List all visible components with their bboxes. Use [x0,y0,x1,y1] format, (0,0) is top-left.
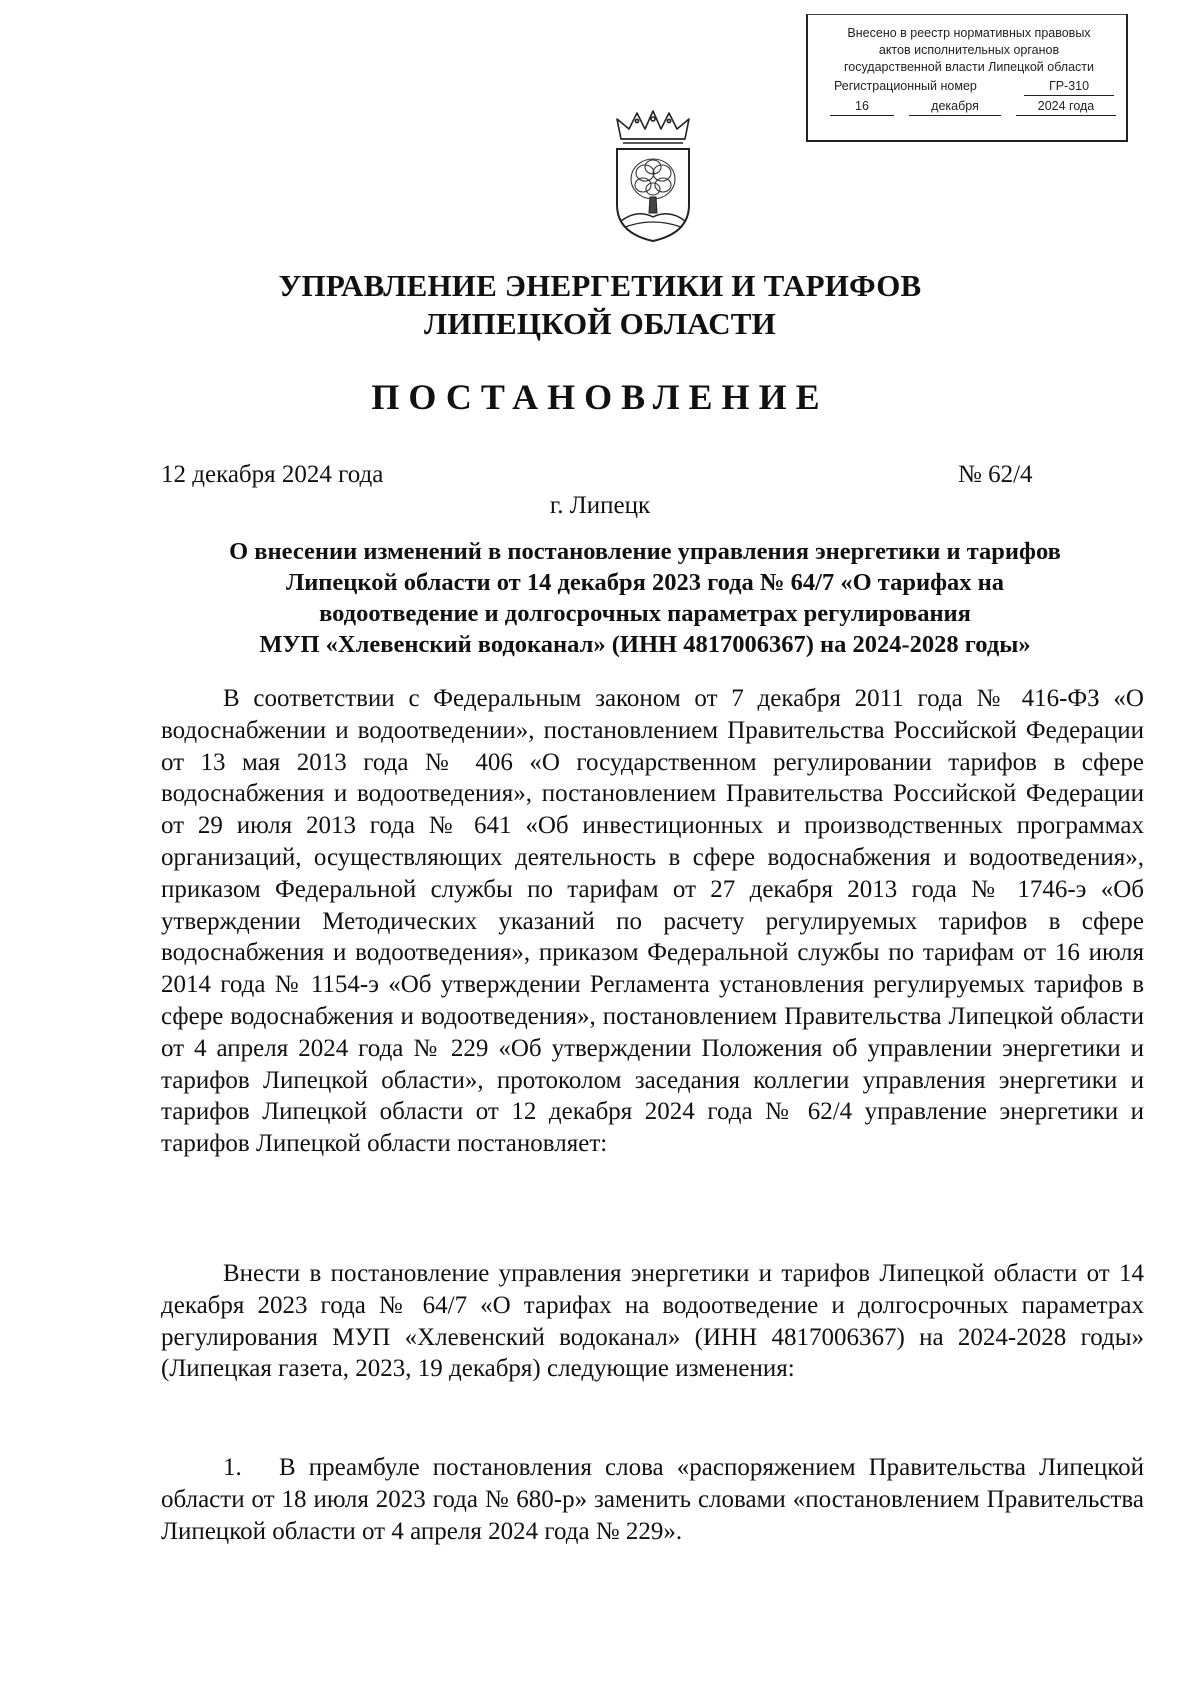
item-number: 1. [223,1454,242,1481]
stamp-date-month: декабря [909,98,1001,116]
heading-line-3: водоотведение и долгосрочных параметрах регулирования [319,600,971,627]
lipetsk-coat-of-arms-icon [607,109,699,245]
stamp-reg-number: ГР-310 [1024,78,1114,96]
stamp-registration-row [820,78,1118,96]
stamp-line-2: актов исполнительных органов [878,43,1060,57]
document-heading [150,536,1140,660]
item-text: В преамбуле постановления слова «распоряжением Правительства Липецкой области от 18 июля 2023 года № 680-р» заменить словами «постановлением Правительства Липецкой области от 4 апреля 2024 года № 229». [161,1454,1144,1545]
organization-name-line-1: УПРАВЛЕНИЕ ЭНЕРГЕТИКИ И ТАРИФОВ [278,268,922,303]
document-type: ПОСТАНОВЛЕНИЕ [371,377,829,417]
heading-line-2: Липецкой области от 14 декабря 2023 года № 64/7 «О тарифах на [285,569,1005,596]
stamp-date-day: 16 [830,98,894,116]
organization-name-line-2: ЛИПЕЦКОЙ ОБЛАСТИ [424,306,776,341]
preamble-paragraph: В соответствии с Федеральным законом от 7 декабря 2011 года № 416-ФЗ «О водоснабжении и водоотведении», постановлением Правительства Российской Федерации от 13 мая 2013 года № 406 «О государственном регулировании тарифов в сфере водоснабжения и водоотведения», постановлением Правительства Российской Федерации от 29 июля 2013 года № 641 «Об инвестиционных и производственных программах организаций, осуществляющих деятельность в сфере водоснабжения и водоотведения», приказом Федеральной службы по тарифам от 27 декабря 2013 года № 1746-э «Об утверждении Методических указаний по расчету регулируемых тарифов в сфере водоснабжения и водоотведения», приказом Федеральной службы по тарифам от 16 июля 2014 года № 1154-э «Об утверждении Регламента установления регулируемых тарифов в сфере водоснабжения и водоотведения», постановлением Правительства Липецкой области от 4 апреля 2024 года № 229 «Об утверждении Положения об управлении энергетики и тарифов Липецкой области», протоколом заседания коллегии управления энергетики и тарифов Липецкой области от 12 декабря 2024 года № 62/4 управление энергетики и тарифов Липецкой области постановляет: [161,685,1144,1158]
stamp-date-year: 2024 года [1016,98,1116,116]
heading-line-4: МУП «Хлевенский водоканал» (ИНН 4817006367) на 2024-2028 годы» [259,631,1031,658]
stamp-reg-label: Регистрационный номер [834,79,977,93]
stamp-date-row [820,98,1118,116]
amendment-intro-paragraph: Внести в постановление управления энергетики и тарифов Липецкой области от 14 декабря 2023 года № 64/7 «О тарифах на водоотведение и долгосрочных параметрах регулирования МУП «Хлевенский водоканал» (ИНН 4817006367) на 2024-2028 годы» (Липецкая газета, 2023, 19 декабря) следующие изменения: [161,1260,1144,1383]
document-city: г. Липецк [549,492,651,519]
stamp-line-3: государственной власти Липецкой области [843,60,1095,74]
document-number: № 62/4 [958,461,1033,488]
amendment-item-1 [161,1452,1144,1547]
document-date: 12 декабря 2024 года [161,461,384,488]
stamp-line-1: Внесено в реестр нормативных правовых [847,26,1091,40]
registry-stamp [806,14,1128,142]
organization-name [0,267,1200,343]
heading-line-1: О внесении изменений в постановление управления энергетики и тарифов [229,538,1061,565]
